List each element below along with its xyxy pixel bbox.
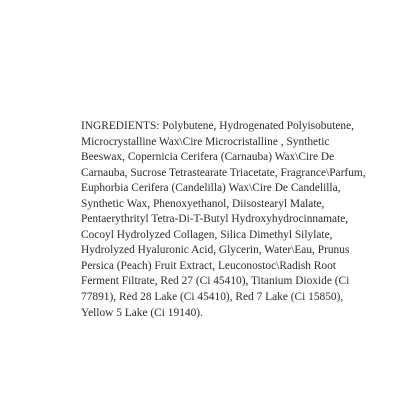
ingredients-line: Hydrolyzed Hyaluronic Acid, Glycerin, Water\Eau, Prunus — [81, 244, 350, 257]
ingredients-line: Carnauba, Sucrose Tetrastearate Triacetate, Fragrance\Parfum, — [81, 166, 366, 179]
ingredients-text — [81, 119, 371, 321]
ingredients-line: Pentaerythrityl Tetra-Di-T-Butyl Hydroxyhydrocinnamate, — [81, 213, 349, 226]
ingredients-line: Persica (Peach) Fruit Extract, Leuconostoc\Radish Root — [81, 259, 336, 272]
ingredients-line: Yellow 5 Lake (Ci 19140). — [81, 306, 203, 319]
ingredients-line: Cocoyl Hydrolyzed Collagen, Silica Dimethyl Silylate, — [81, 228, 333, 241]
ingredients-line: Ferment Filtrate, Red 27 (Ci 45410), Titanium Dioxide (Ci — [81, 275, 350, 288]
ingredients-line: Microcrystalline Wax\Cire Microcristalline , Synthetic — [81, 135, 330, 148]
ingredients-line: INGREDIENTS: Polybutene, Hydrogenated Polyisobutene, — [81, 120, 355, 132]
ingredients-line: Beeswax, Copernicia Cerifera (Carnauba) Wax\Cire De — [81, 151, 335, 164]
ingredients-line: Euphorbia Cerifera (Candelilla) Wax\Cire De Candelilla, — [81, 182, 341, 195]
ingredients-line: Synthetic Wax, Phenoxyethanol, Diisostearyl Malate, — [81, 197, 325, 210]
ingredients-line: 77891), Red 28 Lake (Ci 45410), Red 7 Lake (Ci 15850), — [81, 291, 344, 304]
